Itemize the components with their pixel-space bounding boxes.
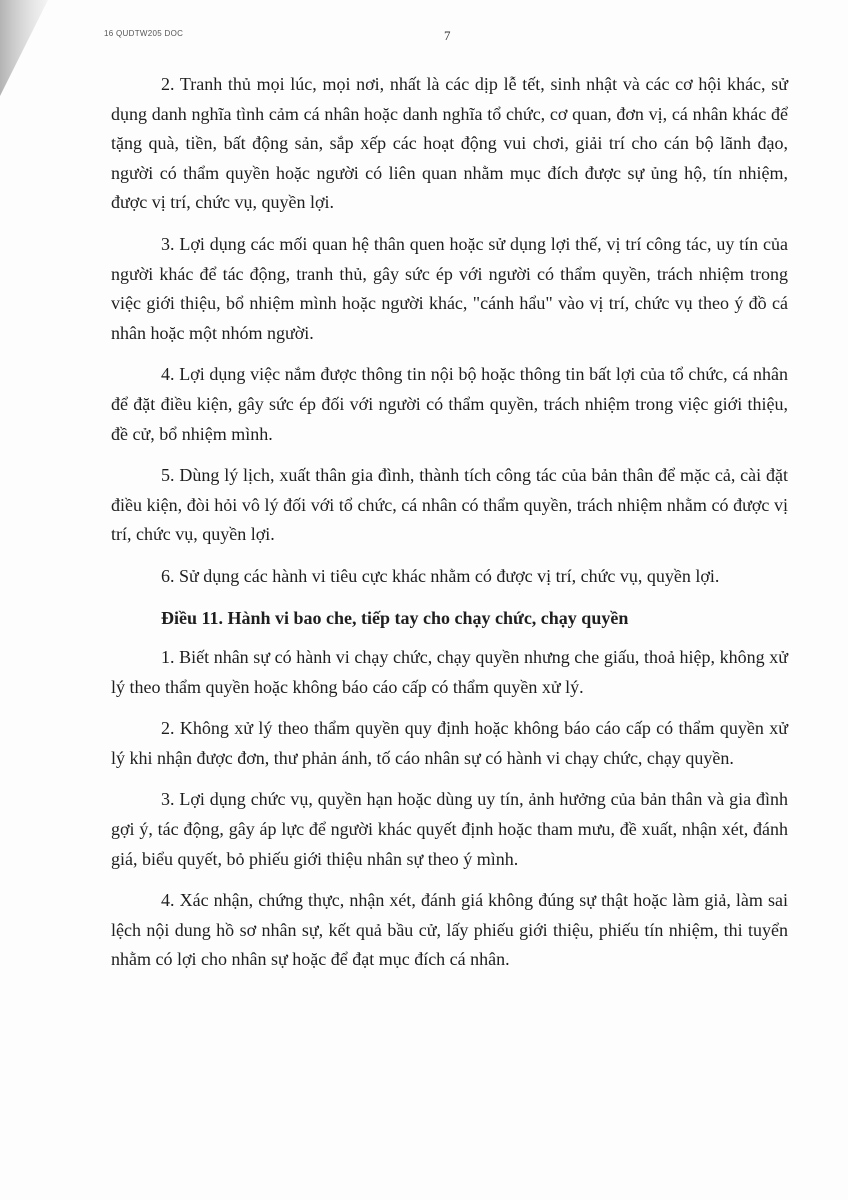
paragraph-item-2: 2. Tranh thủ mọi lúc, mọi nơi, nhất là các dịp lễ tết, sinh nhật và các cơ hội khác, sử dụng danh nghĩa tình cảm cá nhân hoặc danh nghĩa tổ chức, cơ quan, đơn vị, cá nhân khác để tặng quà, tiền, bất động sản, sắp xếp các hoạt động vui chơi, giải trí cho cán bộ lãnh đạo, người có thẩm quyền hoặc người có liên quan nhằm mục đích được sự ủng hộ, tín nhiệm, được vị trí, chức vụ, quyền lợi. (111, 74, 788, 213)
scan-corner-shadow (0, 0, 52, 100)
page-number: 7 (444, 28, 451, 43)
article-heading: Điều 11. Hành vi bao che, tiếp tay cho chạy chức, chạy quyền (161, 607, 629, 628)
article-11-item-2: 2. Không xử lý theo thẩm quyền quy định hoặc không báo cáo cấp có thẩm quyền xử lý khi nhận được đơn, thư phản ánh, tố cáo nhân sự có hành vi chạy chức, chạy quyền. (111, 718, 788, 768)
paragraph-item-5: 5. Dùng lý lịch, xuất thân gia đình, thành tích công tác của bản thân để mặc cả, cài đặt điều kiện, đòi hỏi vô lý đối với tổ chức, cá nhân có thẩm quyền, trách nhiệm nhằm có được vị trí, chức vụ, quyền lợi. (111, 465, 788, 545)
document-body (111, 70, 788, 987)
file-label: 16 QUDTW205 DOC (104, 29, 184, 38)
paragraph-item-4: 4. Lợi dụng việc nắm được thông tin nội bộ hoặc thông tin bất lợi của tổ chức, cá nhân để đặt điều kiện, gây sức ép đối với người có thẩm quyền, trách nhiệm trong việc giới thiệu, đề cử, bổ nhiệm mình. (111, 364, 788, 444)
article-11-item-3: 3. Lợi dụng chức vụ, quyền hạn hoặc dùng uy tín, ảnh hưởng của bản thân và gia đình gợi ý, tác động, gây áp lực để người khác quyết định hoặc tham mưu, đề xuất, nhận xét, đánh giá, biểu quyết, bỏ phiếu giới thiệu nhân sự theo ý mình. (111, 789, 788, 869)
paragraph-item-3: 3. Lợi dụng các mối quan hệ thân quen hoặc sử dụng lợi thế, vị trí công tác, uy tín của người khác để tác động, tranh thủ, gây sức ép với người có thẩm quyền, trách nhiệm trong việc giới thiệu, bổ nhiệm mình hoặc người khác, "cánh hẩu" vào vị trí, chức vụ theo ý đồ cá nhân hoặc một nhóm người. (111, 233, 788, 343)
article-11-item-1: 1. Biết nhân sự có hành vi chạy chức, chạy quyền nhưng che giấu, thoả hiệp, không xử lý theo thẩm quyền hoặc không báo cáo cấp có thẩm quyền xử lý. (111, 647, 788, 697)
paragraph-item-6: 6. Sử dụng các hành vi tiêu cực khác nhằm có được vị trí, chức vụ, quyền lợi. (161, 565, 720, 586)
article-11-item-4: 4. Xác nhận, chứng thực, nhận xét, đánh giá không đúng sự thật hoặc làm giả, làm sai lệch nội dung hồ sơ nhân sự, kết quả bầu cử, lấy phiếu giới thiệu, phiếu tín nhiệm, thi tuyển nhằm có lợi cho nhân sự hoặc để đạt mục đích cá nhân. (111, 890, 788, 970)
